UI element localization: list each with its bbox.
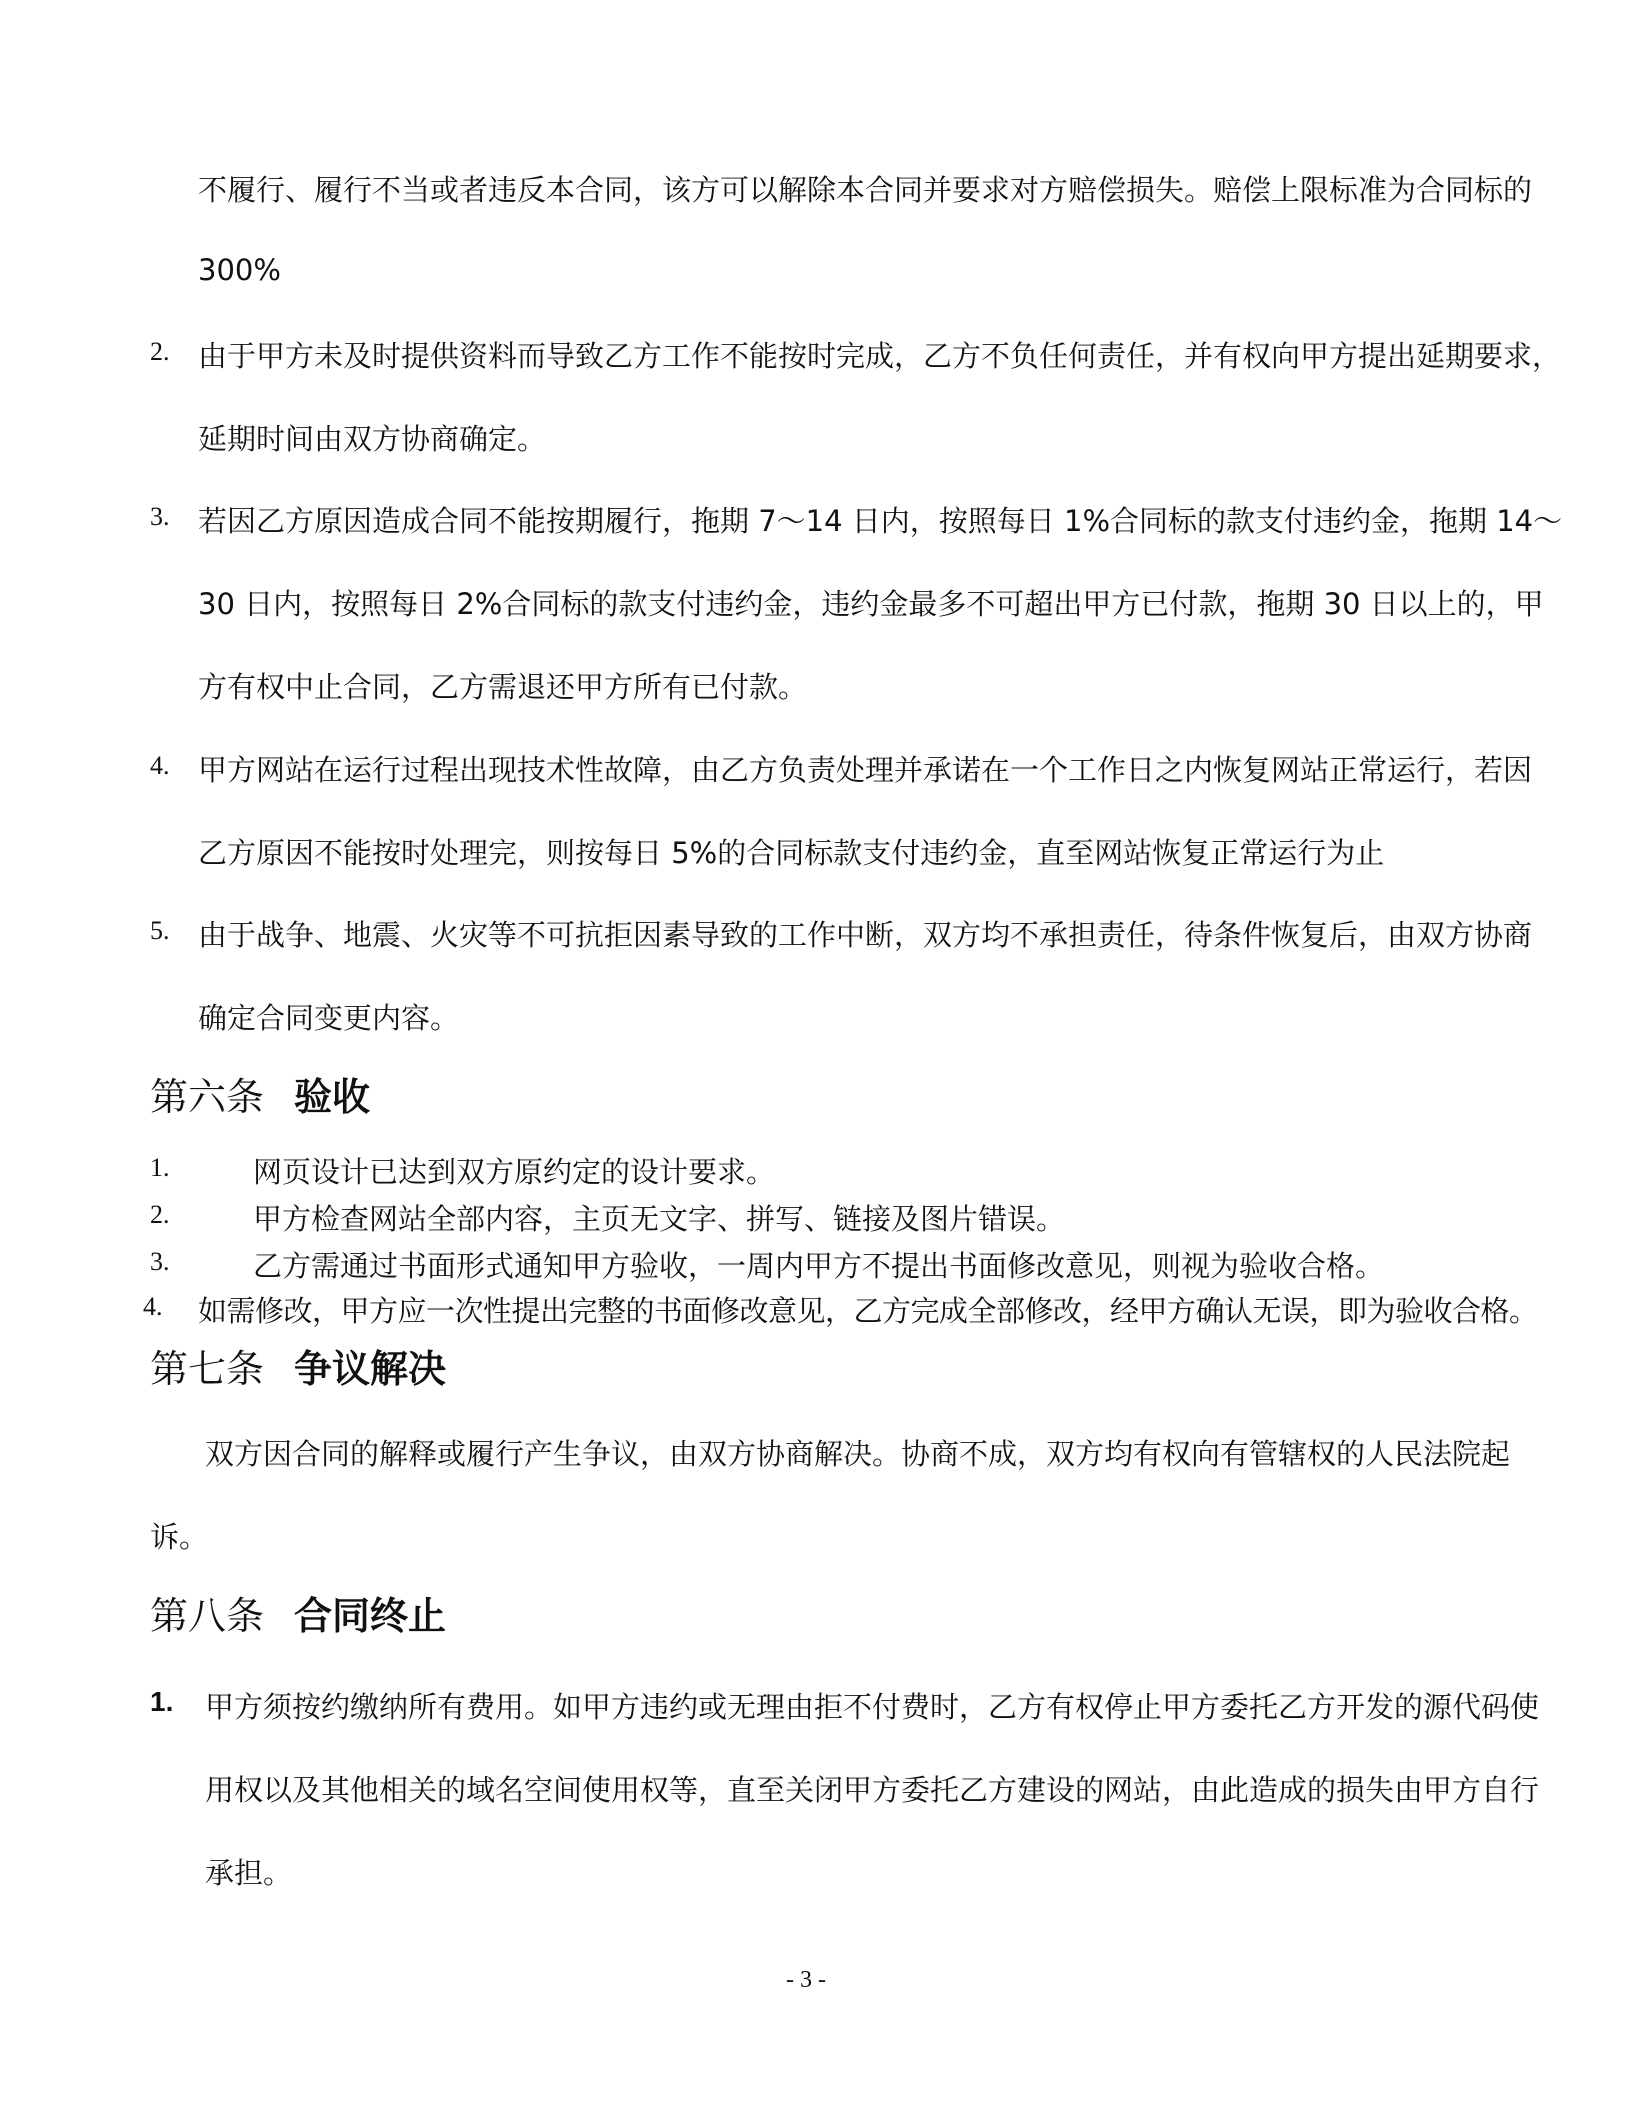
list-item-number: 3. — [150, 502, 170, 531]
section6-title: 验收 — [294, 1075, 371, 1119]
section6-number: 第六条 — [150, 1075, 265, 1119]
clause5-item5-line1: 由于战争、地震、火灾等不可抗拒因素导致的工作中断，双方均不承担责任，待条件恢复后，由双方协商 — [198, 918, 1533, 952]
clause5-item2-line1: 由于甲方未及时提供资料而导致乙方工作不能按时完成，乙方不负任何责任，并有权向甲方提出延期要求， — [198, 339, 1562, 373]
clause5-item1-line2: 300% — [198, 253, 281, 287]
section8-title: 合同终止 — [294, 1594, 447, 1638]
clause5-item3-line3: 方有权中止合同，乙方需退还甲方所有已付款。 — [198, 670, 808, 704]
section7-number: 第七条 — [150, 1347, 265, 1391]
section6-item1-text: 网页设计已达到双方原约定的设计要求。 — [253, 1155, 776, 1189]
section7-title: 争议解决 — [294, 1347, 447, 1391]
section7-heading — [150, 1338, 446, 1393]
section8-item1-line2: 用权以及其他相关的域名空间使用权等，直至关闭甲方委托乙方建设的网站，由此造成的损失由甲方自行 — [205, 1773, 1540, 1807]
list-item-number: 1. — [150, 1686, 174, 1717]
section7-line1: 双方因合同的解释或履行产生争议，由双方协商解决。协商不成，双方均有权向有管辖权的人民法院起 — [205, 1437, 1511, 1471]
section6-item4-text: 如需修改，甲方应一次性提出完整的书面修改意见，乙方完成全部修改，经甲方确认无误，即为验收合格。 — [198, 1294, 1538, 1328]
section8-heading — [150, 1585, 446, 1640]
clause5-item3-line1: 若因乙方原因造成合同不能按期履行，拖期 7～14 日内，按照每日 1%合同标的款支付违约金，拖期 14～ — [198, 504, 1563, 538]
list-item-number: 5. — [150, 916, 170, 945]
section8-item1-line1: 甲方须按约缴纳所有费用。如甲方违约或无理由拒不付费时，乙方有权停止甲方委托乙方开发的源代码使 — [205, 1690, 1540, 1724]
section7-line2: 诉。 — [150, 1520, 209, 1554]
clause5-item4-line2: 乙方原因不能按时处理完，则按每日 5%的合同标款支付违约金，直至网站恢复正常运行为止 — [198, 836, 1385, 870]
section8-item1-line3: 承担。 — [205, 1856, 293, 1890]
page-number: - 3 - — [786, 1967, 826, 1993]
clause5-item4-line1: 甲方网站在运行过程出现技术性故障，由乙方负责处理并承诺在一个工作日之内恢复网站正常运行，若因 — [198, 753, 1533, 787]
section6-item2-text: 甲方检查网站全部内容，主页无文字、拼写、链接及图片错误。 — [253, 1202, 1066, 1236]
list-item-number: 4. — [143, 1292, 163, 1321]
clause5-item2-line2: 延期时间由双方协商确定。 — [198, 422, 547, 456]
clause5-item3-line2: 30 日内，按照每日 2%合同标的款支付违约金，违约金最多不可超出甲方已付款，拖期 30 日以上的，甲 — [198, 587, 1544, 621]
list-item-number: 2. — [150, 1200, 170, 1229]
section6-heading — [150, 1066, 370, 1121]
clause5-item1-line1: 不履行、履行不当或者违反本合同，该方可以解除本合同并要求对方赔偿损失。赔偿上限标准为合同标的 — [198, 173, 1533, 207]
clause5-item5-line2: 确定合同变更内容。 — [198, 1001, 460, 1035]
section8-number: 第八条 — [150, 1594, 265, 1638]
list-item-number: 2. — [150, 337, 170, 366]
section6-item3-text: 乙方需通过书面形式通知甲方验收，一周内甲方不提出书面修改意见，则视为验收合格。 — [253, 1249, 1385, 1283]
list-item-number: 3. — [150, 1247, 170, 1276]
list-item-number: 4. — [150, 751, 170, 780]
list-item-number: 1. — [150, 1153, 170, 1182]
